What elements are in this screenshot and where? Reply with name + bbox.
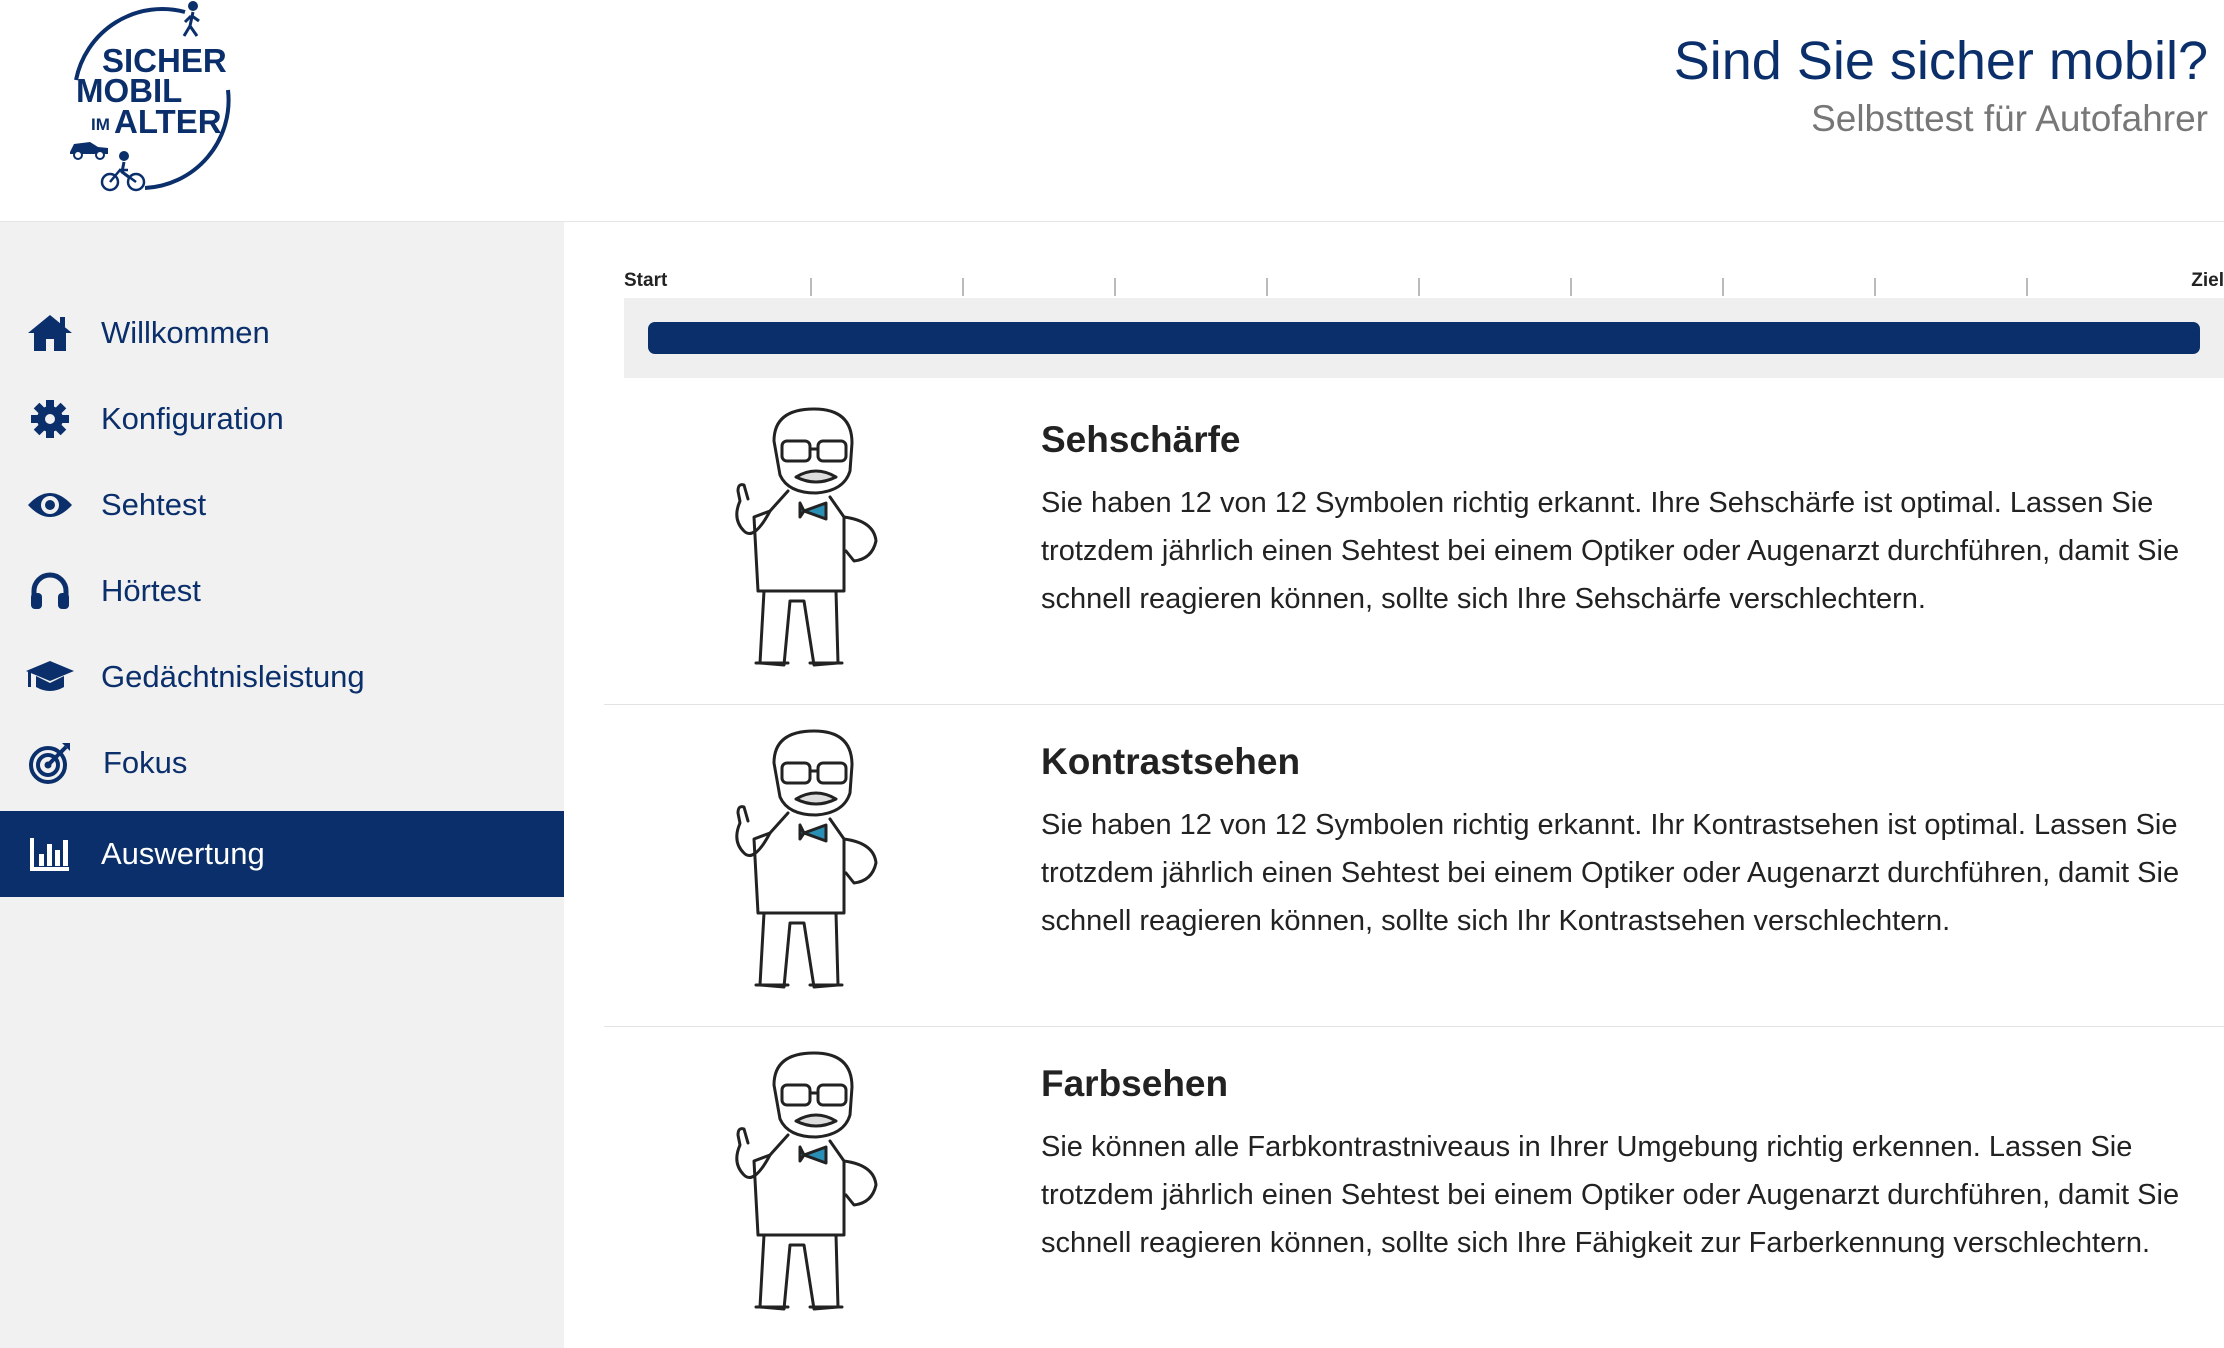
result-text: Sie haben 12 von 12 Symbolen richtig erkannt. Ihre Sehschärfe ist optimal. Lassen Sie trotzdem jährlich einen Sehtest bei einem Optiker oder Augenarzt durchführen, damit Sie schnell reagieren können, sollte sich Ihre Sehschärfe verschlechtern.: [1041, 487, 2180, 615]
logo-line-3-small: IM: [91, 115, 110, 134]
home-icon: [24, 307, 76, 359]
result-title: Farbsehen: [1041, 1063, 1229, 1104]
sidebar-item-label: Auswertung: [101, 836, 265, 871]
logo-line-3: ALTER: [114, 103, 222, 140]
progress-tick: [962, 278, 964, 296]
sidebar-item-label: Sehtest: [101, 487, 207, 522]
mascot-thumbs-up-icon: [704, 1045, 904, 1315]
sidebar-item-label: Fokus: [103, 745, 188, 780]
page-title: Sind Sie sicher mobil?: [1673, 31, 2208, 91]
logo-line-1: SICHER: [102, 42, 227, 79]
progress-tick: [810, 278, 812, 296]
page-subtitle: Selbsttest für Autofahrer: [1811, 98, 2208, 139]
result-text: Sie können alle Farbkontrastniveaus in Ihrer Umgebung richtig erkennen. Lassen Sie trotzdem jährlich einen Sehtest bei einem Optiker oder Augenarzt durchführen, damit Sie schnell reagieren können, sollte sich Ihre Fähigkeit zur Farberkennung verschlechtern.: [1041, 1131, 2180, 1259]
result-sehschaerfe: [604, 383, 2224, 705]
result-farbsehen: [604, 1027, 2224, 1348]
sidebar-item-hoertest[interactable]: [0, 548, 564, 634]
mascot-thumbs-up-icon: [704, 723, 904, 993]
result-text: Sie haben 12 von 12 Symbolen richtig erkannt. Ihr Kontrastsehen ist optimal. Lassen Sie trotzdem jährlich einen Sehtest bei einem Optiker oder Augenarzt durchführen, damit Sie schnell reagieren können, sollte sich Ihr Kontrastsehen verschlechtern.: [1041, 809, 2180, 937]
sidebar-item-konfiguration[interactable]: [0, 376, 564, 462]
progress-tick: [2026, 278, 2028, 296]
progress-tick: [1570, 278, 1572, 296]
result-title: Kontrastsehen: [1041, 741, 1301, 782]
mascot-thumbs-up-icon: [704, 401, 904, 671]
graduation-cap-icon: [24, 651, 76, 703]
gear-icon: [24, 393, 76, 445]
sidebar-item-willkommen[interactable]: [0, 290, 564, 376]
main-content: [564, 222, 2224, 1348]
progress-fill: [648, 322, 2200, 354]
target-icon: [24, 737, 76, 789]
progress-track: [624, 298, 2224, 378]
sidebar-item-label: Konfiguration: [101, 401, 284, 436]
sidebar-item-label: Gedächtnisleistung: [101, 659, 365, 694]
progress-tick: [1114, 278, 1116, 296]
logo[interactable]: [50, 0, 250, 200]
progress-tick: [1266, 278, 1268, 296]
result-title: Sehschärfe: [1041, 419, 1241, 460]
sidebar-item-auswertung[interactable]: [0, 811, 564, 897]
sidebar: [0, 222, 564, 1348]
progress-end-label: Ziel: [2191, 270, 2224, 291]
eye-icon: [24, 479, 76, 531]
result-kontrastsehen: [604, 705, 2224, 1027]
sidebar-item-label: Willkommen: [101, 315, 270, 350]
logo-line-2: MOBIL: [76, 72, 183, 109]
bar-chart-icon: [24, 828, 76, 880]
progress-tick: [1874, 278, 1876, 296]
sidebar-item-fokus[interactable]: [0, 720, 564, 806]
sidebar-item-label: Hörtest: [101, 573, 201, 608]
sidebar-item-sehtest[interactable]: [0, 462, 564, 548]
progress-tick: [1722, 278, 1724, 296]
progress-tick: [1418, 278, 1420, 296]
header: [0, 0, 2224, 222]
sidebar-item-gedaechtnisleistung[interactable]: [0, 634, 564, 720]
headphones-icon: [24, 565, 76, 617]
progress-bar: [624, 262, 2224, 378]
progress-start-label: Start: [624, 270, 668, 291]
